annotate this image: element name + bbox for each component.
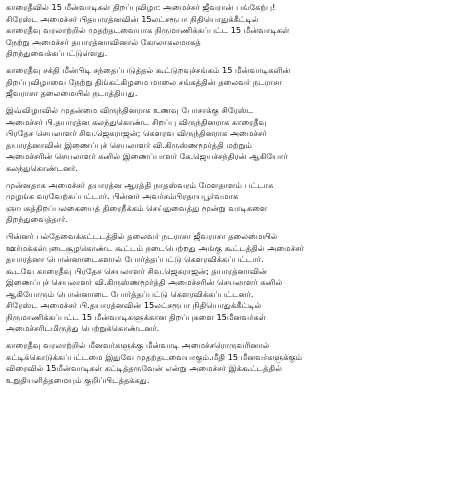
- text-line: முன்னதாக அமைச்சர் தயாரத்ன ஆரத்தி நாதஸ்வரம் மேளதாளம் பட்டாசு: [6, 179, 274, 190]
- text-line: அமைச்சர் பி.தயாரத்ன கலந்துகொண்ட சிறப்பு விருந்தினராக காரைதீவு: [6, 116, 267, 127]
- text-line: திறந்துவைத்தார்.: [6, 214, 69, 224]
- text-line: காரைதீவு வரலாற்றில் முதற்தடவையாக நிருமாணிக்கப்பட்ட 15 மீன்வாடிகள்: [6, 25, 290, 35]
- text-line: இணைப்புச் செயலாளர் வி.கிருஸ்ணமூர்த்தி அமைச்சரின் செயலாளர் சுனில்: [6, 277, 283, 287]
- article-paragraph: [6, 65, 450, 100]
- text-line: நிருமாணிக்கப்பட்ட 15 மீன்வாடிகளுக்கான திறப்புகளை 15மீனவர்கள்: [6, 311, 267, 322]
- text-line: அமைச்சரின் செயலாளர் சுனில் இணைப்பாளர் கே.ஜெயச்சந்திரன் ஆகியோர்: [6, 151, 288, 161]
- text-line: பின்னர் பல்தேவைக்கட்டடத்தில் தலைவர் நடராசா ஜீவராசா தலைமையில்: [6, 231, 278, 241]
- article-headline: காரைதீவில் 15 மீன்வாடிகள் திறப்புவிழா: அமைச்சர் ஜீவரான் பங்கேற்பு!: [6, 2, 276, 12]
- text-line: கலந்துகொண்டனர்.: [6, 162, 79, 173]
- text-line: திறந்துவைக்கப்பட்டுள்ளது.: [6, 48, 108, 58]
- text-line: முழங்க வரவேற்கப்பட்டார். பின்னர் அவர்சம்பிரதாயபூர்வமாக: [6, 191, 239, 201]
- text-line: தயாரத்னாவின் இணைப்புச் செயலாளர் வி.கிருஸ்ணமூர்த்தி மற்றும்: [6, 139, 252, 150]
- text-line: சிரேஸ்ட அமைச்சர் பிதயாரத்னவின் 15லட்சரூபா நிதியொதுக்கீட்டில்: [6, 13, 259, 24]
- article-paragraph: [6, 231, 450, 335]
- article-paragraph: [6, 2, 450, 60]
- text-line: கூடவே காரைதீவு பிரதேச செயலாளர் சிவ.ஜெகராஜன்; தயாரத்னாவின்: [6, 265, 268, 276]
- text-line: ஊர்மக்கள்புடைசூழகொண்ட கூட்டம் நடைபெற்றது அங்கு கூட்டத்தில் அமைச்சர்: [6, 242, 305, 253]
- text-line: தயாரத்னா பொன்னாடைகளால் போர்த்தப்பட்டு கௌரவிக்கப்பட்டார்.: [6, 254, 264, 264]
- text-line: ஞாபகத்திறப்பலகையைத் திரைநீக்கம் செய்துவைத்து மூன்று வாடிகளை: [6, 202, 268, 213]
- text-line: நேற்று அமைச்சர் தயாரத்னாவினால் கோலாகலமாகத்: [6, 36, 201, 47]
- text-line: விரைவில் 15மீன்வாடிகள் கட்டித்தருவேன் என்று அமைச்சர் இக்கூட்டத்தில்: [6, 363, 282, 373]
- text-line: கட்டிக்கொடுக்கப்பட்டமை இதுவே முதற்தடவையாகும்.மீதி 15 மீனவர்களுக்கும்: [6, 351, 303, 362]
- article-paragraph: [6, 340, 450, 386]
- text-line: ஜீவராசா தலைமையில் நடாத்தியது.: [6, 88, 138, 98]
- text-line: ஆகியோரும் பொன்னாடை போர்த்தப்பட்டு கௌரவிக்கப்பட்டனர்.: [6, 288, 254, 299]
- text-line: காரைதீவு சக்தி மீன்பிடி சந்தைப்படுத்தல் கூட்டுறவுச்சங்கம் 15 மீன்வாடிகளின்: [6, 65, 291, 75]
- text-line: உறுதியளித்தமையும் குறிப்பிடத்தக்கது.: [6, 374, 150, 385]
- text-line: திறப்புவிழாவை நேற்று திங்கட்கிழமை மாலை சங்கத்தின் தலைவர் நடராசா: [6, 76, 283, 87]
- article-paragraph: [6, 105, 450, 174]
- text-line: பிரதேச செயலாளர் சிவ.ஜெகராஜன்; கௌரவ விருந்தினராக அமைச்சர்: [6, 128, 267, 138]
- text-line: காரைதீவு வரலாற்றில் மீனவர்களுக்கு மீன்வாடி அமைச்சரொருவரினால்: [6, 340, 270, 350]
- text-line: சிரேஸ்ட அமைச்சர் பி.தயாரத்னவின் 15லட்சரூபா நிதியொதுக்கீட்டில்: [6, 300, 262, 310]
- article-paragraph: [6, 180, 450, 226]
- text-line: இவ்விழாவில் முதன்மை விருந்தினராக உணவு போசாக்கு சிரேஸ்ட: [6, 105, 254, 115]
- text-line: அமைச்சரிடமிருந்து பெற்றுக்கொண்டனர்.: [6, 323, 160, 333]
